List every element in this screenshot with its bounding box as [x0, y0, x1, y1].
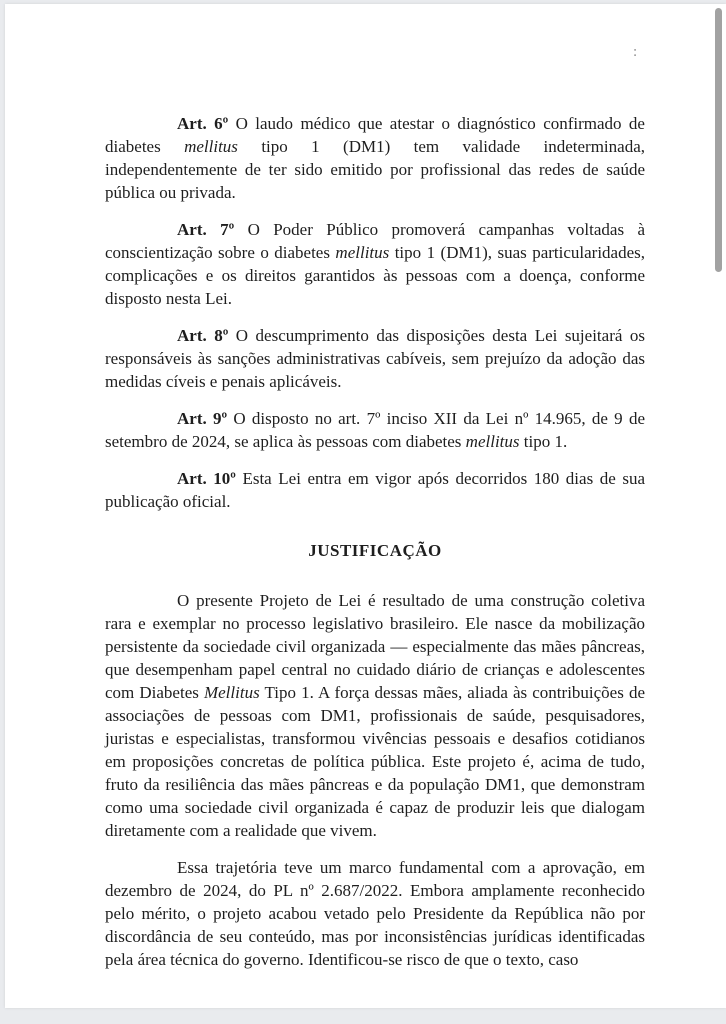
- italic-text-run: mellitus: [335, 243, 390, 262]
- document-body: [105, 112, 645, 985]
- document-paragraph: [105, 589, 645, 842]
- section-heading: [105, 539, 645, 562]
- document-page: [5, 4, 726, 1008]
- text-run: O Poder Público promoverá campanhas voltadas à conscientização sobre o diabetes: [105, 220, 645, 262]
- bold-text-run: Art. 8º: [177, 326, 236, 345]
- text-run: tipo 1.: [519, 432, 568, 451]
- text-run: Essa trajetória teve um marco fundamental com a aprovação, em dezembro de 2024, do PL nº 2.687/2022. Embora amplamente reconhecido pelo mérito, o projeto acabou vetado pelo Presidente da República não por discordância de seu conteúdo, mas por inconsistências jurídicas identificadas pela área técnica do governo. Identificou-se risco de que o texto, caso: [105, 858, 645, 969]
- bold-text-run: Art. 7º: [177, 220, 248, 239]
- document-paragraph: [105, 407, 645, 453]
- italic-text-run: mellitus: [465, 432, 520, 451]
- text-run: Esta Lei entra em vigor após decorridos 180 dias de sua publicação oficial.: [105, 469, 645, 511]
- bold-text-run: Art. 9º: [177, 409, 234, 428]
- text-run: tipo 1 (DM1) tem validade indeterminada, independentemente de ter sido emitido por profissional das redes de saúde pública ou privada.: [105, 137, 645, 202]
- text-run: tipo 1 (DM1), suas particularidades, complicações e os direitos garantidos às pessoas com a doença, conforme disposto nesta Lei.: [105, 243, 646, 308]
- document-paragraph: [105, 112, 645, 204]
- text-run: O laudo médico que atestar o diagnóstico confirmado de diabetes: [105, 114, 645, 156]
- document-paragraph: [105, 218, 645, 310]
- text-run: O descumprimento das disposições desta Lei sujeitará os responsáveis às sanções administrativas cabíveis, sem prejuízo da adoção das medidas cíveis e penais aplicáveis.: [105, 326, 645, 391]
- document-paragraph: [105, 467, 645, 513]
- italic-text-run: Mellitus: [203, 683, 260, 702]
- document-paragraph: [105, 856, 645, 971]
- document-paragraph: [105, 324, 645, 393]
- bold-text-run: Art. 10º: [177, 469, 243, 488]
- page-artifact-colon: :: [633, 44, 638, 60]
- bold-text-run: JUSTIFICAÇÃO: [308, 541, 442, 560]
- text-run: Tipo 1. A força dessas mães, aliada às contribuições de associações de pessoas com DM1, profissionais de saúde, pesquisadores, juristas e especialistas, transformou vivências pessoais e desafios cotidianos em proposições concretas de política pública. Este projeto é, acima de tudo, fruto da resiliência das mães pâncreas e da população DM1, que demonstram como uma sociedade civil organizada é capaz de produzir leis que dialogam diretamente com a realidade que vivem.: [105, 683, 645, 840]
- bold-text-run: Art. 6º: [177, 114, 236, 133]
- text-run: O presente Projeto de Lei é resultado de uma construção coletiva rara e exemplar no processo legislativo brasileiro. Ele nasce da mobilização persistente da sociedade civil organizada — especialmente das mães pâncreas, que desempenham papel central no cuidado diário de crianças e adolescentes com Diabetes: [105, 591, 645, 702]
- scrollbar-thumb[interactable]: [715, 8, 722, 272]
- italic-text-run: mellitus: [184, 137, 238, 156]
- text-run: O disposto no art. 7º inciso XII da Lei nº 14.965, de 9 de setembro de 2024, se aplica às pessoas com diabetes: [105, 409, 645, 451]
